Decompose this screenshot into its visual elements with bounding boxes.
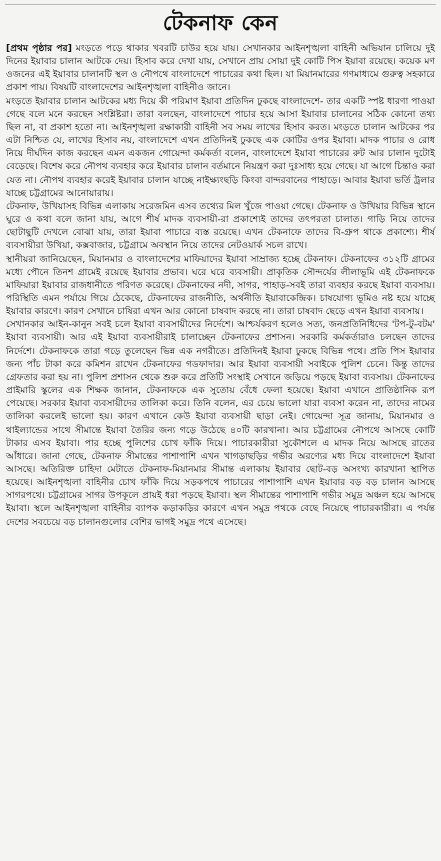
paragraph-1 [6, 42, 435, 95]
top-rule [5, 4, 436, 5]
paragraph-5: সেখানকার আইন-কানুন সবই চলে ইয়াবা ব্যবসায়ীদের নির্দেশে। আশ্চর্যকরণ হলেও সত্য, জনপ্রতিনিধিদের 'টপ-টু-বটম' ইয়াবা ব্যবসায়ী। আর এই ইয়াবা ব্যবসায়ীরাই চালাচ্ছেন টেকনাফের প্রশাসন। সরকারি কর্মকর্তারাও চলছেন তাদের নির্দেশে। টেকনাফকে তারা গড়ে তুলেছেন ভিন্ন এক নগরীতে। প্রতিদিনই ইয়াবা ঢুকছে বিভিন্ন পথে। প্রতি পিস ইয়াবার জন্য পাঁচ টাকা করে কমিশন রাখেন টেকনাফের গডফাদার। আর ইয়াবা ব্যবসায়ী সবাইকে পুলিশ চেনে। কিন্তু তাদের গ্রেফতার করা হয় না। পুলিশ প্রশাসন থেকে শুরু করে প্রতিটি সংস্থাই সেখানে জড়িয়ে পড়ছে ইয়াবা ব্যবসায়। টেকনাফের প্রাইমারি স্কুলের এক শিক্ষক জানান, টেকনাফকে এক সুতোয় বেঁধে ফেলা হয়েছে। ইয়াবা এখানে প্রাতিষ্ঠানিক রূপ পেয়েছে। সরকার ইয়াবা ব্যবসায়ীদের তালিকা করে। তিনি বলেন, এর চেয়ে ভালো যারা ব্যবসা করেন না, তাদের নামের তালিকা করলেই ভালো হয়। কারণ এখানে কেউ ইয়াবা ব্যবসায়ী ছাড়া নেই। গোয়েন্দা সূত্র জানায়, মিয়ানমার ও থাইল্যান্ডের সাথে সীমান্তে ইয়াবা তৈরির জন্য গড়ে উঠেছে ৪০টি কারখানা। আর চট্টগ্রামের নৌপথে আসছে কোটি টাকার এসব ইয়াবা। পার হচ্ছে পুলিশের চোখ ফাঁকি দিয়ে। পাচারকারীরা সুকৌশলে এ মাদক নিয়ে আসছে রাতের আঁধারে। জানা গেছে, টেকনাফ সীমান্তের পাশাপাশি এখন খাগড়াছড়ির গভীর অরণ্যের মধ্য দিয়ে বাংলাদেশে ইয়াবা আসছে। অতিরিক্ত চাহিদা মেটাতে টেকনাফ-মিয়ানমার সীমান্ত এলাকায় ইয়াবার ছোট-বড় অসংখ্য কারখানা স্থাপিত হয়েছে। আইনশৃঙ্খলা বাহিনীর চোখ ফাঁকি দিয়ে সড়কপথে পাচারের পাশাপাশি এখন ইয়াবার বড় বড় চালান আসছে সাগরপথে। চট্টগ্রামের সাগর উপকূলে প্রায়ই ধরা পড়ছে ইয়াবা। স্থল সীমান্তের পাশাপাশি গভীর সমুদ্র অঞ্চল হয়ে আসছে ইয়াবা। স্থলে আইনশৃঙ্খলা বাহিনীর ব্যাপক কড়াকড়ির কারণে এখন সমুদ্র পথকে বেছে নিয়েছে পাচারকারীরা। এ পর্যন্ত দেশের সবচেয়ে বড় চালানগুলোর বেশির ভাগই সমুদ্র পথে এসেছে। [6, 319, 435, 528]
article-body [6, 42, 435, 529]
headline: টেকনাফ কেন [162, 11, 279, 35]
paragraph-3: টেকনাফ, উখিয়াসহ বিভিন্ন এলাকায় সরেজমিন এসব তথ্যের মিল খুঁজে পাওয়া গেছে। টেকনাফ ও উখিয়ার বিভিন্ন স্থানে ঘুরে ও কথা বলে জানা যায়, আগে শীর্ষ মাদক ব্যবসায়ী-রা প্রকাশ্যেই তাদের তৎপরতা চালাত। গাড়ি নিয়ে তাদের ছোটাছুটি দেখলে বোঝা যায়, তারা ইয়াবা পাচারে ব্যস্ত রয়েছে। এখন টেকনাফে তাদের বি-গ্রুপ থাকে প্রকাশ্যে। শীর্ষ ব্যবসায়ীরা উখিয়া, কক্সবাজার, চট্টগ্রামে অবস্থান নিয়ে তাদের নেটওয়ার্ক সচল রাখে। [6, 200, 435, 252]
paragraph-2: মংড়তে ইয়াবার চালান আটকের মধ্য দিয়ে কী পরিমাণ ইয়াবা প্রতিদিন ঢুকছে বাংলাদেশে- তার একটি স্পষ্ট ধারণা পাওয়া গেছে বলে মনে করছেন সংশ্লিষ্টরা। তারা বলছেন, বাংলাদেশে পাচার হয়ে আসা ইয়াবার চালানের সঠিক কোনো তথ্য ছিল না, বা প্রকাশ হতো না। আইনশৃঙ্খলা রক্ষাকারী বাহিনী সব সময় লাখের হিসাব করত। মংড়তে চালান আটকের পর এটা নিশ্চিত যে, লাখের হিসাব নয়, বাংলাদেশে এখন প্রতিদিনই ঢুকছে এক কোটির ওপর ইয়াবা। মাদক পাচার ও রোধ নিয়ে দীর্ঘদিন কাজ করছেন এমন একজন গোয়েন্দা কর্মকর্তা বলেন, বাংলাদেশে ইয়াবা পাচারের রুট আর চালান দুটোই বেড়েছে। বিশেষ করে নৌপথ ব্যবহার করে ইয়াবার চালান বর্তমানে নিয়ন্ত্রণ করা দুঃসাধ্য হয়ে গেছে। যা আগে চিন্তাও করা যেত না। নৌপথ ব্যবহার করেই ইয়াবার চালান যাচ্ছে নাইক্ষ্যংছড়ি কিংবা বান্দরবানের পাহাড়ে। আবার ইয়াবা ভর্তি ট্রলার যাচ্ছে চট্টগ্রামের আনোয়ারায়। [6, 95, 435, 199]
paragraph-1-text: মংড়তে পড়ে থাকার খবরটি চাউর হয়ে যায়। সেখানকার আইনশৃঙ্খলা বাহিনী অভিযান চালিয়ে দুই দিনের ইয়াবার চালান আটকে দেয়। হিসাব করে দেখা যায়, সেখানে প্রায় সোয়া দুই কোটি পিস ইয়াবা রয়েছে। কয়েক মণ ওজনের এই ইয়াবার চালানটি স্থল ও নৌপথে বাংলাদেশে পাচারের কথা ছিল। যা মিয়ানমারের গণমাধ্যমে গুরুত্ব সহকারে প্রকাশ পায়। বিষয়টি বাংলাদেশের আইনশৃঙ্খলা বাহিনীও জানে। [6, 43, 435, 94]
paragraph-4: স্থানীয়রা জানিয়েছেন, মিয়ানমার ও বাংলাদেশের মাফিয়াদের ইয়াবা সাম্রাজ্য হচ্ছে টেকনাফ। টেকনাফের ৩১২টি গ্রামের মধ্যে পৌনে তিনশ গ্রামেই রয়েছে ইয়াবার প্রভাব। ঘরে ঘরে ব্যবসায়ী। প্রাকৃতিক সৌন্দর্যের লীলাভূমি এই টেকনাফকে মাফিয়ারা ইয়াবার রাজধানীতে পরিণত করেছে। টেকনাফের নদী, সাগর, পাহাড়-সবই তারা ব্যবহার করছে ইয়াবা ব্যবসায়। পরিস্থিতি এমন পর্যায়ে গিয়ে ঠেকেছে, টেকনাফের রাজনীতি, অর্থনীতি ইয়াবাকেন্দ্রিক। চাষযোগ্য ভূমিও নষ্ট হয়ে যাচ্ছে ইয়াবার কারণে। কারণ সেখানে চাষিরা এখন আর কোনো চাষবাদ করছে না। তারা চাষবাদ ছেড়ে এখন ইয়াবা ব্যবসায়। [6, 253, 435, 318]
continued-tag: [প্রথম পৃষ্ঠার পর] [6, 43, 72, 54]
